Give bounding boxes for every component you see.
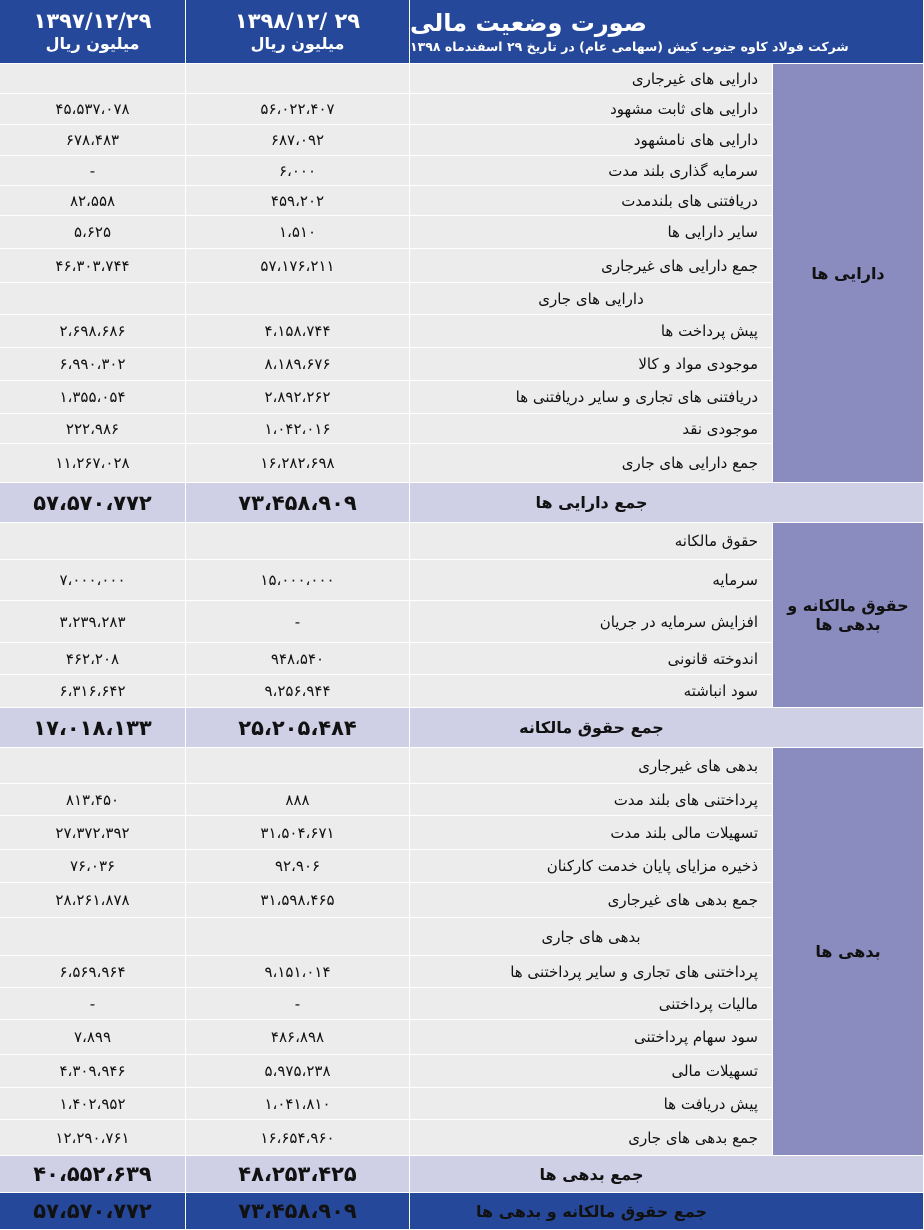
prior-year-value: ۱،۳۵۵،۰۵۴ — [0, 381, 186, 414]
prior-year-value: ۳،۲۳۹،۲۸۳ — [0, 601, 186, 643]
current-year-value: ۵۶،۰۲۲،۴۰۷ — [186, 94, 410, 125]
table-row-label: موجودی نقد — [410, 414, 773, 444]
current-year-value — [186, 918, 410, 956]
current-year-value: ۱،۰۴۱،۸۱۰ — [186, 1088, 410, 1120]
prior-year-value: ۱۱،۲۶۷،۰۲۸ — [0, 444, 186, 483]
prior-year-value: ۶،۹۹۰،۳۰۲ — [0, 348, 186, 381]
current-year-value: - — [186, 988, 410, 1020]
prior-year-value: ۵،۶۲۵ — [0, 216, 186, 249]
current-year-value: ۱،۵۱۰ — [186, 216, 410, 249]
table-row-label: دریافتنی های تجاری و سایر دریافتنی ها — [410, 381, 773, 414]
section-equity-liabilities-label: حقوق مالکانه و بدهی ها — [787, 596, 909, 634]
prior-year-value: - — [0, 988, 186, 1020]
current-year-value: ۹،۲۵۶،۹۴۴ — [186, 675, 410, 708]
table-row-label: موجودی مواد و کالا — [410, 348, 773, 381]
section-equity-liabilities — [773, 523, 924, 708]
current-year-value: ۴۸،۲۵۳،۴۲۵ — [186, 1156, 410, 1193]
table-row-label: پیش پرداخت ها — [410, 315, 773, 348]
section-heading-row-label: حقوق مالکانه — [410, 523, 773, 560]
prior-year-value: ۴۶،۳۰۳،۷۴۴ — [0, 249, 186, 283]
current-year-header — [186, 0, 410, 64]
section-heading-row-label: بدهی های جاری — [410, 918, 773, 956]
prior-year-value: ۷۶،۰۳۶ — [0, 850, 186, 883]
current-year-value: ۷۳،۴۵۸،۹۰۹ — [186, 1193, 410, 1230]
current-year-value: - — [186, 601, 410, 643]
prior-year-value — [0, 283, 186, 315]
table-row-label: افزایش سرمایه در جریان — [410, 601, 773, 643]
current-year-value: ۹۲،۹۰۶ — [186, 850, 410, 883]
table-row-label: دارایی های ثابت مشهود — [410, 94, 773, 125]
table-row-label: اندوخته قانونی — [410, 643, 773, 675]
table-row-label: مالیات پرداختنی — [410, 988, 773, 1020]
prior-year-unit: میلیون ریال — [45, 33, 140, 53]
total-row-label: جمع بدهی ها — [410, 1156, 924, 1193]
prior-year-value: ۸۱۳،۴۵۰ — [0, 784, 186, 816]
prior-year-value — [0, 918, 186, 956]
section-heading-row-label: دارایی های غیرجاری — [410, 64, 773, 94]
current-year-value: ۸۸۸ — [186, 784, 410, 816]
prior-year-value — [0, 523, 186, 560]
table-row-label: دارایی های نامشهود — [410, 125, 773, 156]
prior-year-value: ۶،۳۱۶،۶۴۲ — [0, 675, 186, 708]
prior-year-value: - — [0, 156, 186, 186]
prior-year-value: ۱۷،۰۱۸،۱۳۳ — [0, 708, 186, 748]
prior-year-value: ۲۲۲،۹۸۶ — [0, 414, 186, 444]
statement-title-block — [410, 0, 924, 64]
current-year-value — [186, 748, 410, 784]
section-assets — [773, 64, 924, 483]
prior-year-value: ۷،۰۰۰،۰۰۰ — [0, 560, 186, 601]
current-year-value: ۶،۰۰۰ — [186, 156, 410, 186]
table-row-label: جمع دارایی های غیرجاری — [410, 249, 773, 283]
table-row-label: سود انباشته — [410, 675, 773, 708]
section-assets-label: دارایی ها — [811, 263, 885, 283]
table-row-label: جمع بدهی های غیرجاری — [410, 883, 773, 918]
prior-year-value — [0, 748, 186, 784]
prior-year-value — [0, 64, 186, 94]
prior-year-value: ۵۷،۵۷۰،۷۷۲ — [0, 1193, 186, 1230]
table-row-label: جمع بدهی های جاری — [410, 1120, 773, 1156]
table-row-label: دریافتنی های بلندمدت — [410, 186, 773, 216]
table-row-label: تسهیلات مالی — [410, 1055, 773, 1088]
section-liabilities — [773, 748, 924, 1156]
current-year-value: ۸،۱۸۹،۶۷۶ — [186, 348, 410, 381]
total-row-label: جمع حقوق مالکانه — [410, 708, 924, 748]
prior-year-value: ۶،۵۶۹،۹۶۴ — [0, 956, 186, 988]
current-year-value: ۳۱،۵۰۴،۶۷۱ — [186, 816, 410, 850]
prior-year-value: ۱،۴۰۲،۹۵۲ — [0, 1088, 186, 1120]
current-year-value: ۳۱،۵۹۸،۴۶۵ — [186, 883, 410, 918]
current-year-value: ۲،۸۹۲،۲۶۲ — [186, 381, 410, 414]
current-year-date: ۱۳۹۸/۱۲/ ۲۹ — [234, 8, 361, 33]
prior-year-value: ۴۰،۵۵۲،۶۳۹ — [0, 1156, 186, 1193]
statement-title: صورت وضعیت مالی — [410, 8, 647, 37]
company-subtitle: شرکت فولاد کاوه جنوب کیش (سهامی عام) در تاریخ ۲۹ اسفندماه ۱۳۹۸ — [410, 38, 849, 54]
current-year-value — [186, 64, 410, 94]
current-year-value: ۱۶،۶۵۴،۹۶۰ — [186, 1120, 410, 1156]
prior-year-value: ۵۷،۵۷۰،۷۷۲ — [0, 483, 186, 523]
table-row-label: سود سهام پرداختنی — [410, 1020, 773, 1055]
current-year-value: ۴۵۹،۲۰۲ — [186, 186, 410, 216]
table-row-label: سایر دارایی ها — [410, 216, 773, 249]
current-year-value: ۵۷،۱۷۶،۲۱۱ — [186, 249, 410, 283]
section-heading-row-label: دارایی های جاری — [410, 283, 773, 315]
table-row-label: جمع دارایی های جاری — [410, 444, 773, 483]
prior-year-value: ۷،۸۹۹ — [0, 1020, 186, 1055]
current-year-value — [186, 283, 410, 315]
prior-year-value: ۸۲،۵۵۸ — [0, 186, 186, 216]
current-year-value: ۶۸۷،۰۹۲ — [186, 125, 410, 156]
prior-year-value: ۲۸،۲۶۱،۸۷۸ — [0, 883, 186, 918]
table-row-label: سرمایه گذاری بلند مدت — [410, 156, 773, 186]
prior-year-value: ۶۷۸،۴۸۳ — [0, 125, 186, 156]
prior-year-value: ۱۲،۲۹۰،۷۶۱ — [0, 1120, 186, 1156]
table-row-label: ذخیره مزایای پایان خدمت کارکنان — [410, 850, 773, 883]
prior-year-header — [0, 0, 186, 64]
prior-year-value: ۲۷،۳۷۲،۳۹۲ — [0, 816, 186, 850]
table-row-label: پرداختنی های تجاری و سایر پرداختنی ها — [410, 956, 773, 988]
table-row-label: پیش دریافت ها — [410, 1088, 773, 1120]
current-year-value: ۵،۹۷۵،۲۳۸ — [186, 1055, 410, 1088]
table-row-label: پرداختنی های بلند مدت — [410, 784, 773, 816]
prior-year-value: ۴۵،۵۳۷،۰۷۸ — [0, 94, 186, 125]
prior-year-value: ۴،۳۰۹،۹۴۶ — [0, 1055, 186, 1088]
current-year-value: ۴،۱۵۸،۷۴۴ — [186, 315, 410, 348]
current-year-value: ۷۳،۴۵۸،۹۰۹ — [186, 483, 410, 523]
current-year-value: ۱۶،۲۸۲،۶۹۸ — [186, 444, 410, 483]
table-row-label: سرمایه — [410, 560, 773, 601]
table-row-label: تسهیلات مالی بلند مدت — [410, 816, 773, 850]
current-year-value: ۱۵،۰۰۰،۰۰۰ — [186, 560, 410, 601]
current-year-value: ۱،۰۴۲،۰۱۶ — [186, 414, 410, 444]
current-year-value — [186, 523, 410, 560]
prior-year-value: ۲،۶۹۸،۶۸۶ — [0, 315, 186, 348]
section-liabilities-label: بدهی ها — [815, 942, 881, 961]
prior-year-date: ۱۳۹۷/۱۲/۲۹ — [33, 8, 152, 33]
current-year-value: ۹۴۸،۵۴۰ — [186, 643, 410, 675]
current-year-value: ۹،۱۵۱،۰۱۴ — [186, 956, 410, 988]
prior-year-value: ۴۶۲،۲۰۸ — [0, 643, 186, 675]
current-year-value: ۲۵،۲۰۵،۴۸۴ — [186, 708, 410, 748]
total-row-label: جمع دارایی ها — [410, 483, 924, 523]
section-heading-row-label: بدهی های غیرجاری — [410, 748, 773, 784]
current-year-unit: میلیون ریال — [250, 33, 345, 53]
current-year-value: ۴۸۶،۸۹۸ — [186, 1020, 410, 1055]
total-row-label: جمع حقوق مالکانه و بدهی ها — [410, 1193, 924, 1230]
